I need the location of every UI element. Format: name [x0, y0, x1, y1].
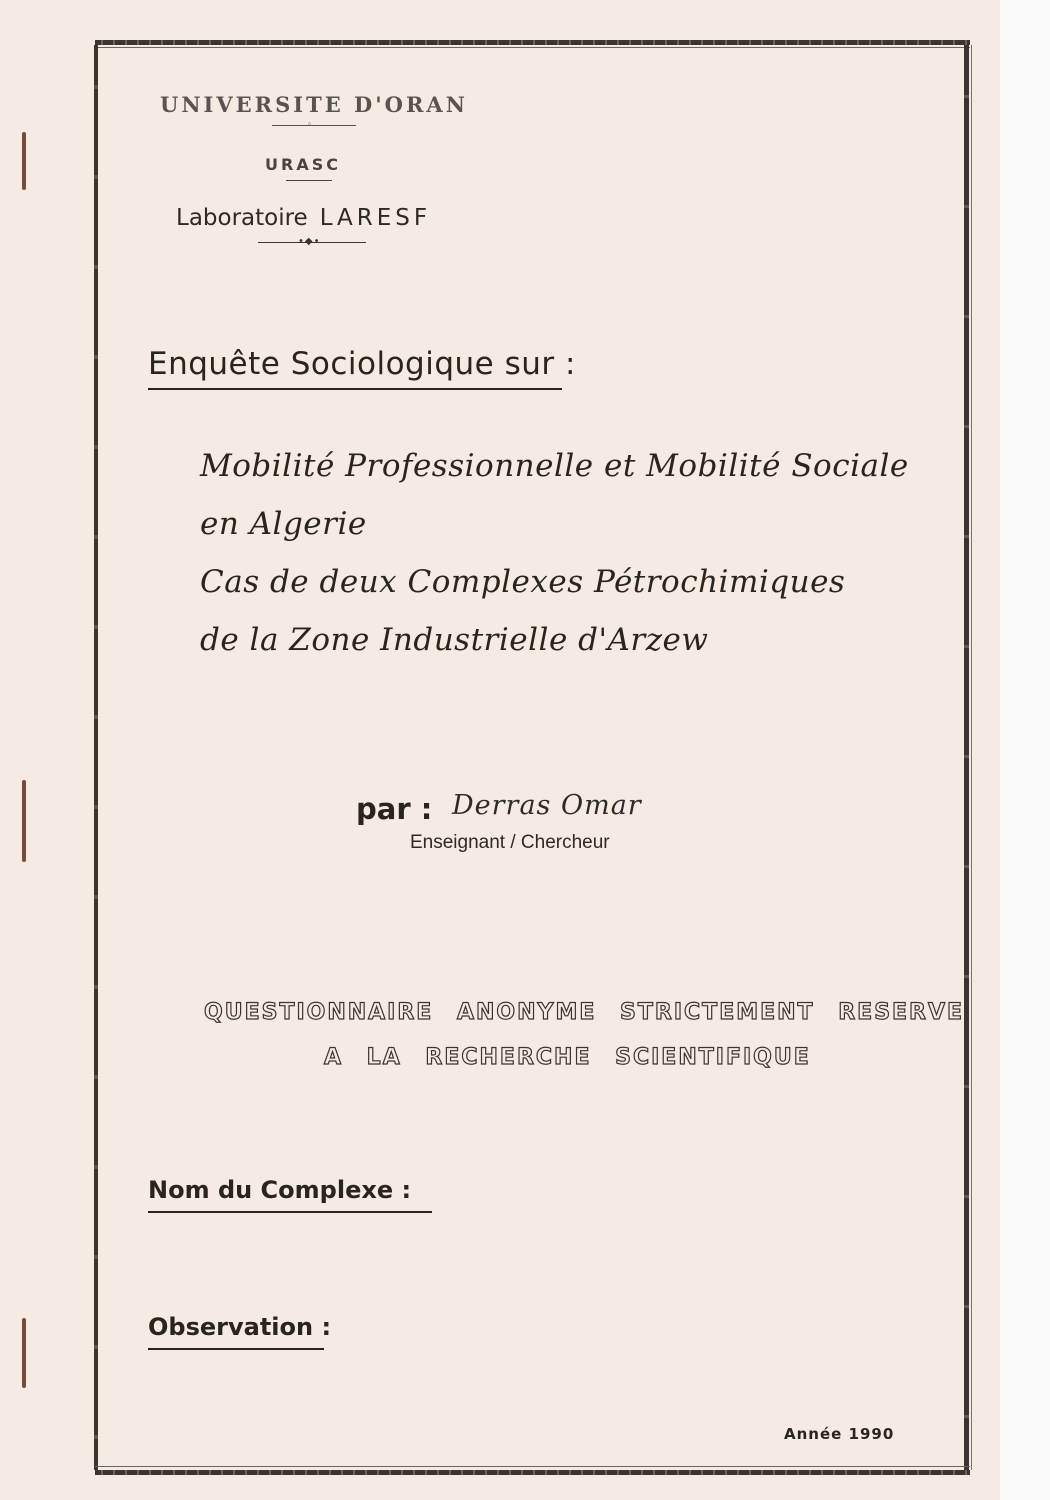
frame-border-bottom-inner: [95, 1466, 970, 1467]
observation-underline: [148, 1348, 324, 1350]
author-signature: Derras Omar: [452, 790, 642, 821]
laboratory-label: Laboratoire: [176, 205, 308, 231]
frame-border-left: [94, 45, 98, 1470]
heading-underline: [148, 388, 562, 390]
year-label: Année 1990: [784, 1425, 895, 1443]
page-edge: [1000, 0, 1050, 1500]
divider-ornament: ◦: [307, 120, 313, 130]
complex-name-underline: [148, 1211, 432, 1213]
survey-title-line-3: Cas de deux Complexes Pétrochimiques: [200, 564, 846, 600]
confidentiality-notice-line-1: QUESTIONNAIRE ANONYME STRICTEMENT RESERVE: [204, 1000, 965, 1025]
laboratory-line: [176, 205, 431, 231]
observation-label: Observation :: [148, 1313, 332, 1341]
frame-border-bottom: [95, 1470, 970, 1475]
laboratory-code: LARESF: [319, 205, 432, 231]
staple-hole: [22, 780, 26, 862]
frame-border-top: [95, 40, 970, 45]
frame-border-top-inner: [95, 47, 970, 48]
survey-heading: Enquête Sociologique sur :: [148, 346, 576, 382]
unit-name: URASC: [265, 155, 341, 174]
university-name: UNIVERSITE D'ORAN: [160, 92, 468, 117]
survey-title-line-2: en Algerie: [200, 506, 367, 542]
divider-rule: [286, 180, 332, 181]
divider-ornament: •◆•: [298, 236, 321, 247]
staple-hole: [22, 132, 26, 190]
survey-title-line-1: Mobilité Professionnelle et Mobilité Sociale: [200, 448, 909, 484]
author-prefix: par :: [356, 792, 433, 826]
confidentiality-notice-line-2: A LA RECHERCHE SCIENTIFIQUE: [324, 1045, 811, 1070]
complex-name-label: Nom du Complexe :: [148, 1176, 412, 1204]
staple-hole: [22, 1318, 26, 1388]
frame-border-right: [964, 45, 969, 1470]
frame-border-right-outer: [971, 45, 972, 1470]
author-role: Enseignant / Chercheur: [410, 832, 610, 853]
survey-title-line-4: de la Zone Industrielle d'Arzew: [200, 622, 709, 658]
divider-rule: [272, 125, 356, 126]
